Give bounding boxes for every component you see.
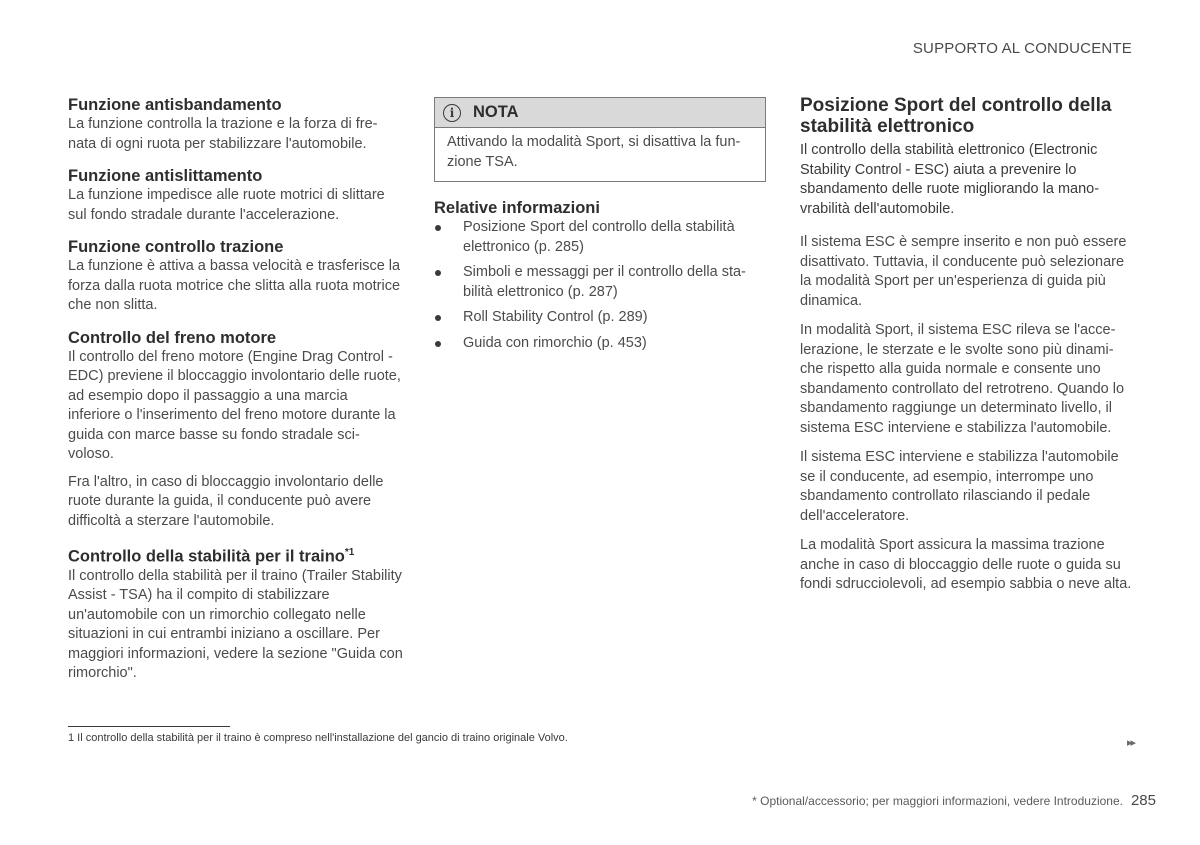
- article-paragraph: Il sistema ESC è sempre inserito e non può essere disattivato. Tuttavia, il conducente può selezionare la modalità Sport per un'esperienza di guida più dinamica.: [800, 234, 1127, 309]
- heading-stabilita-traino: [68, 543, 403, 567]
- section-antisbandamento: [68, 95, 403, 154]
- section-antislittamento: [68, 166, 403, 225]
- related-link-label: Simboli e messaggi per il controllo della sta- bilità elettronico (p. 287): [463, 264, 746, 300]
- related-info: [434, 198, 766, 353]
- optional-note: * Optional/accessorio; per maggiori informazioni, vedere Introduzione.: [752, 794, 1123, 808]
- note-box: [434, 97, 766, 182]
- related-link-label: Guida con rimorchio (p. 453): [463, 334, 647, 351]
- article-paragraph: La modalità Sport assicura la massima trazione anche in caso di bloccaggio delle ruote o guida su fondi sdrucciolevoli, ad esempio sabbia o neve alta.: [800, 537, 1132, 592]
- section-freno-motore: [68, 328, 403, 532]
- bullet-icon: [435, 315, 441, 321]
- heading-freno-motore: Controllo del freno motore: [68, 328, 277, 347]
- bullet-icon: [435, 341, 441, 347]
- article-title: Posizione Sport del controllo della stabilità elettronico: [800, 95, 1112, 137]
- bullet-icon: [435, 270, 441, 276]
- article-lead: Il controllo della stabilità elettronico (Electronic Stability Control - ESC) aiuta a prevenire lo sbandamento delle ruote migliorando la mano- vrabilità dell'automobile.: [800, 142, 1100, 217]
- text-stabilita-traino: Il controllo della stabilità per il traino (Trailer Stability Assist - TSA) ha il compito di stabilizzare un'automobile con un rimorchio collegato nelle situazioni in cui entrambi iniziano a oscillare. Per maggiori informazioni, vedere la sezione "Guida con rimorchio".: [68, 567, 403, 681]
- related-link[interactable]: [434, 263, 766, 302]
- page-number: 285: [1130, 792, 1156, 809]
- footnote: 1 Il controllo della stabilità per il traino è compreso nell'installazione del gancio di traino originale Volvo.: [68, 732, 568, 744]
- text-antisbandamento: La funzione controlla la trazione e la forza di fre- nata di ogni ruota per stabilizzare l'automobile.: [68, 116, 378, 152]
- related-info-list: [434, 218, 766, 353]
- related-info-title: Relative informazioni: [434, 199, 600, 217]
- related-link-label: Roll Stability Control (p. 289): [463, 309, 648, 325]
- article-paragraph: In modalità Sport, il sistema ESC rileva se l'acce- lerazione, le sterzate e le svolte sono più dinami- che rispetto alla guida normale e consente uno sbandamento controllato del retrotreno. Quando lo sbandamento raggiunge un determinato livello, il sistema ESC interviene e stabilizza l'automobile.: [800, 322, 1125, 436]
- text-controllo-trazione: La funzione è attiva a bassa velocità e trasferisce la forza dalla ruota motrice che slitta alla ruota motrice che non slitta.: [68, 258, 401, 313]
- left-column: [68, 95, 403, 696]
- text-antislittamento: La funzione impedisce alle ruote motrici di slittare sul fondo stradale durante l'accelerazione.: [68, 187, 385, 223]
- text-freno-motore-2: Fra l'altro, in caso di bloccaggio involontario delle ruote durante la guida, il conducente può avere difficoltà a sterzare l'automobile.: [68, 473, 384, 529]
- continue-arrow-icon: ▸▸: [1126, 737, 1134, 749]
- heading-antislittamento: Funzione antislittamento: [68, 167, 263, 185]
- related-link[interactable]: [434, 218, 766, 257]
- heading-antisbandamento: Funzione antisbandamento: [68, 96, 282, 114]
- section-stabilita-traino: [68, 543, 403, 684]
- note-text: Attivando la modalità Sport, si disattiva la fun- zione TSA.: [447, 134, 741, 170]
- info-icon: i: [443, 104, 461, 122]
- right-column: [800, 95, 1136, 595]
- text-freno-motore-1: Il controllo del freno motore (Engine Drag Control - EDC) previene il bloccaggio involontario delle ruote, ad esempio dopo il passaggio a una marcia inferiore o l'inserimento del freno motore durante la guida con marce basse su fondo stradale sci- voloso.: [68, 348, 401, 462]
- related-link-label: Posizione Sport del controllo della stabilità elettronico (p. 285): [463, 219, 735, 255]
- note-title: NOTA: [473, 103, 519, 121]
- middle-column: [434, 95, 766, 359]
- note-header: [435, 98, 765, 128]
- footnote-marker: *1: [344, 547, 355, 558]
- footnote-divider: [68, 726, 230, 727]
- article-paragraph: Il sistema ESC interviene e stabilizza l'automobile se il conducente, ad esempio, interrompe uno sbandamento controllato rilasciando il pedale dell'acceleratore.: [800, 449, 1119, 524]
- note-body: [435, 128, 765, 181]
- section-header: SUPPORTO AL CONDUCENTE: [912, 40, 1132, 57]
- related-link[interactable]: [434, 334, 766, 354]
- related-link[interactable]: [434, 308, 766, 328]
- heading-stabilita-traino-label: Controllo della stabilità per il traino: [68, 547, 345, 566]
- page-footer: [752, 792, 1156, 809]
- section-controllo-trazione: [68, 237, 403, 316]
- heading-controllo-trazione: Funzione controllo trazione: [68, 238, 284, 256]
- bullet-icon: [435, 225, 441, 231]
